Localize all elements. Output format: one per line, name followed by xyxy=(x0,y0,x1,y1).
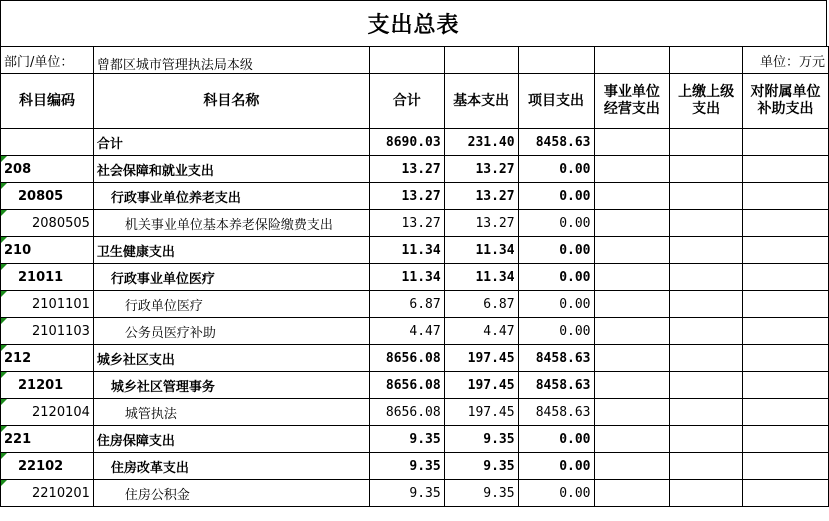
row-basic[interactable]: 9.35 xyxy=(444,453,518,480)
row-total[interactable]: 11.34 xyxy=(369,264,444,291)
row-code-text: 208 xyxy=(4,161,32,177)
row-subsidy[interactable] xyxy=(743,237,829,264)
header-row xyxy=(1,74,829,129)
row-subsidy[interactable] xyxy=(743,372,829,399)
row-project[interactable]: 8458.63 xyxy=(518,399,594,426)
row-name[interactable]: 城乡社区管理事务 xyxy=(93,372,369,399)
row-total[interactable]: 8656.08 xyxy=(369,372,444,399)
table-row xyxy=(1,183,829,210)
header-code[interactable]: 科目编码 xyxy=(1,74,94,129)
row-subsidy[interactable] xyxy=(743,399,829,426)
row-business[interactable] xyxy=(594,237,670,264)
row-business[interactable] xyxy=(594,210,670,237)
row-basic[interactable]: 11.34 xyxy=(444,237,518,264)
row-name[interactable]: 机关事业单位基本养老保险缴费支出 xyxy=(93,210,369,237)
row-upper[interactable] xyxy=(670,399,743,426)
row-subsidy[interactable] xyxy=(743,129,829,156)
header-name[interactable]: 科目名称 xyxy=(93,74,369,129)
row-code-text: 212 xyxy=(4,350,32,366)
row-code-text: 21011 xyxy=(18,269,64,285)
row-project[interactable]: 0.00 xyxy=(518,156,594,183)
row-name[interactable]: 行政单位医疗 xyxy=(93,291,369,318)
row-business[interactable] xyxy=(594,291,670,318)
row-basic[interactable]: 13.27 xyxy=(444,183,518,210)
row-subsidy[interactable] xyxy=(743,156,829,183)
row-total[interactable]: 9.35 xyxy=(369,453,444,480)
table-row xyxy=(1,129,829,156)
row-code[interactable] xyxy=(1,210,94,237)
table-row xyxy=(1,318,829,345)
empty-cell[interactable] xyxy=(369,47,444,74)
cell-indicator-icon xyxy=(1,237,7,243)
row-project[interactable]: 0.00 xyxy=(518,183,594,210)
cell-indicator-icon xyxy=(1,345,7,351)
cell-indicator-icon xyxy=(1,318,7,324)
table-row xyxy=(1,291,829,318)
header-business[interactable]: 事业单位经营支出 xyxy=(594,74,670,129)
row-project[interactable]: 0.00 xyxy=(518,426,594,453)
empty-cell[interactable] xyxy=(518,47,594,74)
row-total[interactable]: 9.35 xyxy=(369,480,444,507)
row-name[interactable]: 住房公积金 xyxy=(93,480,369,507)
row-business[interactable] xyxy=(594,345,670,372)
row-business[interactable] xyxy=(594,129,670,156)
row-code-text: 2080505 xyxy=(32,215,90,231)
row-name[interactable]: 社会保障和就业支出 xyxy=(93,156,369,183)
row-subsidy[interactable] xyxy=(743,426,829,453)
row-total[interactable]: 4.47 xyxy=(369,318,444,345)
row-code[interactable] xyxy=(1,318,94,345)
cell-indicator-icon xyxy=(1,480,7,486)
dept-row xyxy=(1,47,829,74)
expenditure-table xyxy=(0,46,829,507)
table-row xyxy=(1,156,829,183)
row-business[interactable] xyxy=(594,318,670,345)
row-project[interactable]: 8458.63 xyxy=(518,129,594,156)
cell-indicator-icon xyxy=(1,399,7,405)
cell-indicator-icon xyxy=(1,183,7,189)
cell-indicator-icon xyxy=(1,291,7,297)
row-business[interactable] xyxy=(594,183,670,210)
row-project[interactable]: 8458.63 xyxy=(518,372,594,399)
header-basic[interactable]: 基本支出 xyxy=(444,74,518,129)
dept-name[interactable]: 曾都区城市管理执法局本级 xyxy=(93,47,369,74)
row-basic[interactable]: 6.87 xyxy=(444,291,518,318)
row-basic[interactable]: 11.34 xyxy=(444,264,518,291)
row-basic[interactable]: 197.45 xyxy=(444,345,518,372)
row-project[interactable]: 0.00 xyxy=(518,210,594,237)
row-code[interactable] xyxy=(1,129,94,156)
table-row xyxy=(1,264,829,291)
row-code[interactable] xyxy=(1,453,94,480)
row-project[interactable]: 0.00 xyxy=(518,264,594,291)
row-code-text: 2101103 xyxy=(32,323,90,339)
row-project[interactable]: 0.00 xyxy=(518,318,594,345)
cell-indicator-icon xyxy=(1,426,7,432)
row-subsidy[interactable] xyxy=(743,480,829,507)
row-code-text: 20805 xyxy=(18,188,64,204)
row-upper[interactable] xyxy=(670,156,743,183)
row-total[interactable]: 11.34 xyxy=(369,237,444,264)
row-code[interactable] xyxy=(1,264,94,291)
row-code-text: 2120104 xyxy=(32,404,90,420)
row-code-text: 2101101 xyxy=(32,296,90,312)
table-row xyxy=(1,399,829,426)
row-name[interactable]: 城乡社区支出 xyxy=(93,345,369,372)
row-name[interactable]: 住房保障支出 xyxy=(93,426,369,453)
row-business[interactable] xyxy=(594,453,670,480)
row-code[interactable] xyxy=(1,183,94,210)
row-total[interactable]: 13.27 xyxy=(369,156,444,183)
table-row xyxy=(1,237,829,264)
table-title: 支出总表 xyxy=(0,0,827,46)
row-project[interactable]: 0.00 xyxy=(518,453,594,480)
row-business[interactable] xyxy=(594,372,670,399)
unit-label[interactable]: 单位：万元 xyxy=(743,47,829,74)
row-project[interactable]: 8458.63 xyxy=(518,345,594,372)
row-upper[interactable] xyxy=(670,345,743,372)
cell-indicator-icon xyxy=(1,372,7,378)
row-business[interactable] xyxy=(594,480,670,507)
row-name[interactable]: 行政事业单位医疗 xyxy=(93,264,369,291)
row-name[interactable]: 住房改革支出 xyxy=(93,453,369,480)
row-upper[interactable] xyxy=(670,237,743,264)
row-code[interactable] xyxy=(1,426,94,453)
row-subsidy[interactable] xyxy=(743,453,829,480)
row-upper[interactable] xyxy=(670,183,743,210)
header-subsidy[interactable]: 对附属单位补助支出 xyxy=(743,74,829,129)
row-subsidy[interactable] xyxy=(743,264,829,291)
row-subsidy[interactable] xyxy=(743,210,829,237)
empty-cell[interactable] xyxy=(594,47,670,74)
row-subsidy[interactable] xyxy=(743,345,829,372)
row-upper[interactable] xyxy=(670,210,743,237)
row-code[interactable] xyxy=(1,345,94,372)
row-total[interactable]: 8690.03 xyxy=(369,129,444,156)
cell-indicator-icon xyxy=(1,453,7,459)
row-code[interactable] xyxy=(1,156,94,183)
row-upper[interactable] xyxy=(670,372,743,399)
row-basic[interactable]: 9.35 xyxy=(444,426,518,453)
empty-cell[interactable] xyxy=(444,47,518,74)
row-basic[interactable]: 231.40 xyxy=(444,129,518,156)
row-subsidy[interactable] xyxy=(743,318,829,345)
row-upper[interactable] xyxy=(670,129,743,156)
row-total[interactable]: 8656.08 xyxy=(369,399,444,426)
row-code[interactable] xyxy=(1,480,94,507)
row-code[interactable] xyxy=(1,291,94,318)
row-total[interactable]: 8656.08 xyxy=(369,345,444,372)
row-basic[interactable]: 4.47 xyxy=(444,318,518,345)
row-code[interactable] xyxy=(1,399,94,426)
row-subsidy[interactable] xyxy=(743,183,829,210)
row-code-text: 2210201 xyxy=(32,485,90,501)
row-project[interactable]: 0.00 xyxy=(518,237,594,264)
table-row xyxy=(1,426,829,453)
header-upper[interactable]: 上缴上级支出 xyxy=(670,74,743,129)
row-business[interactable] xyxy=(594,426,670,453)
row-basic[interactable]: 13.27 xyxy=(444,156,518,183)
row-code-text: 21201 xyxy=(18,377,64,393)
cell-indicator-icon xyxy=(1,264,7,270)
row-upper[interactable] xyxy=(670,480,743,507)
row-upper[interactable] xyxy=(670,264,743,291)
row-code[interactable] xyxy=(1,372,94,399)
row-name[interactable]: 合计 xyxy=(93,129,369,156)
row-code-text: 221 xyxy=(4,431,32,447)
empty-cell[interactable] xyxy=(670,47,743,74)
cell-indicator-icon xyxy=(1,156,7,162)
row-upper[interactable] xyxy=(670,426,743,453)
row-code[interactable] xyxy=(1,237,94,264)
row-upper[interactable] xyxy=(670,291,743,318)
row-business[interactable] xyxy=(594,156,670,183)
row-basic[interactable]: 197.45 xyxy=(444,372,518,399)
row-basic[interactable]: 13.27 xyxy=(444,210,518,237)
row-subsidy[interactable] xyxy=(743,291,829,318)
row-name[interactable]: 卫生健康支出 xyxy=(93,237,369,264)
row-code-text: 22102 xyxy=(18,458,64,474)
table-row xyxy=(1,345,829,372)
dept-label[interactable]: 部门/单位： xyxy=(1,47,94,74)
header-project[interactable]: 项目支出 xyxy=(518,74,594,129)
row-project[interactable]: 0.00 xyxy=(518,291,594,318)
row-project[interactable]: 0.00 xyxy=(518,480,594,507)
row-name[interactable]: 行政事业单位养老支出 xyxy=(93,183,369,210)
row-name[interactable]: 公务员医疗补助 xyxy=(93,318,369,345)
row-total[interactable]: 13.27 xyxy=(369,183,444,210)
table-row xyxy=(1,453,829,480)
cell-indicator-icon xyxy=(1,210,7,216)
row-total[interactable]: 6.87 xyxy=(369,291,444,318)
row-total[interactable]: 9.35 xyxy=(369,426,444,453)
row-basic[interactable]: 197.45 xyxy=(444,399,518,426)
row-business[interactable] xyxy=(594,399,670,426)
table-row xyxy=(1,372,829,399)
table-row xyxy=(1,210,829,237)
table-row xyxy=(1,480,829,507)
row-upper[interactable] xyxy=(670,318,743,345)
row-name[interactable]: 城管执法 xyxy=(93,399,369,426)
row-total[interactable]: 13.27 xyxy=(369,210,444,237)
row-upper[interactable] xyxy=(670,453,743,480)
header-total[interactable]: 合计 xyxy=(369,74,444,129)
row-business[interactable] xyxy=(594,264,670,291)
row-code-text: 210 xyxy=(4,242,32,258)
row-basic[interactable]: 9.35 xyxy=(444,480,518,507)
